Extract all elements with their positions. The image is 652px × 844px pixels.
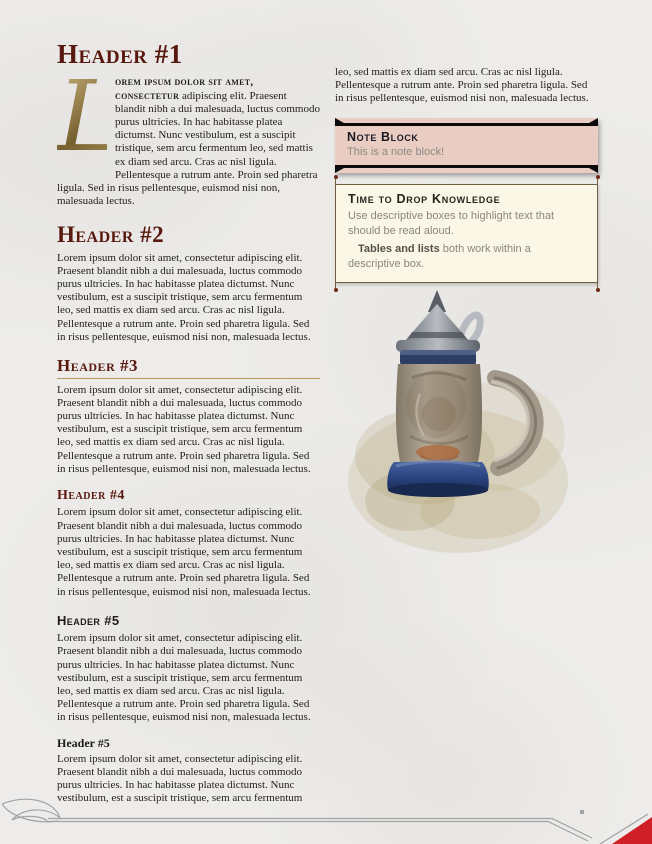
descriptive-box (335, 184, 598, 283)
corner-dot (334, 288, 338, 292)
note-body-text: This is a note block! (347, 145, 445, 158)
heading-5: Header #5 (57, 612, 120, 628)
beer-stein-image (340, 286, 602, 598)
beer-stein-illustration (340, 286, 602, 598)
descriptive-box-bold-text: Tables and lists (358, 242, 440, 255)
heading-1: Header #1 (57, 39, 183, 69)
descriptive-box-line: Use descriptive boxes to highlight text that should be read aloud. (348, 209, 555, 237)
stein-lid-band (408, 332, 466, 338)
paragraph: Lorem ipsum dolor sit amet, consectetur adipiscing elit. Praesent blandit nibh a dui malesuada, luctus commodo purus ultricies. In hac habitasse platea dictumst. Nunc vestibulum, est a suscipit tristique, sem arcu fermentum leo, sed mattis ex diam sed arcu. Cras ac nisl ligula. Pellentesque a rutrum ante. Proin sed pharetra ligula. Sed in risus pellentesque, euismod nisi non, malesuada lectus. (57, 383, 311, 475)
heading-5-bold: Header #5 (57, 735, 110, 750)
paragraph: Lorem ipsum dolor sit amet, consectetur adipiscing elit. Praesent blandit nibh a dui malesuada, luctus commodo purus ultricies. In hac habitasse platea dictumst. Nunc vestibulum, est a suscipit tristique, sem arcu fermentum leo, sed mattis ex diam sed arcu. Cras ac nisl ligula. Pellentesque a rutrum ante. Proin sed pharetra ligula. Sed in risus pellentesque, euismod nisi non, malesuada lectus. (57, 506, 311, 598)
paragraph: Lorem ipsum dolor sit amet, consectetur adipiscing elit. Praesent blandit nibh a dui malesuada, luctus commodo purus ultricies. In hac habitasse platea dictumst. Nunc vestibulum, est a suscipit tristique, sem arcu fermentum leo, sed mattis ex diam sed arcu. Cras ac nisl ligula. Pellentesque a rutrum ante. Proin sed pharetra ligula. Sed in risus pellentesque, euismod nisi non, malesuada lectus. (57, 251, 311, 343)
paragraph-text: adipiscing elit. Praesent blandit nibh a dui malesuada, luctus commodo purus ultricies. In hac habitasse platea dictumst. Nunc vestibulum, est a suscipit tristique, sem arcu fermentum leo, sed mattis ex diam sed arcu. Cras ac nisl ligula. Pellentesque a rutrum ante. Proin sed pharetra ligula. Sed in risus pellentesque, euismod nisi non, malesuada lectus. (57, 89, 320, 208)
descriptive-box-text: both work within a descriptive box. (348, 242, 531, 270)
note-block (335, 118, 598, 173)
right-column (335, 40, 598, 283)
footer-rule-bottom (48, 822, 588, 842)
heading-2: Header #2 (57, 222, 165, 248)
stein-base-bottom (388, 483, 488, 497)
corner-dot (596, 175, 600, 179)
note-title: Note Block (347, 129, 419, 144)
descriptive-box-title: Time to Drop Knowledge (348, 191, 501, 206)
stein-neck-highlight (400, 350, 476, 355)
note-bottom-border-ornament (335, 165, 598, 173)
paragraph-truncated: Lorem ipsum dolor sit amet, consectetur adipiscing elit. Praesent blandit nibh a dui malesuada, luctus commodo purus ultricies. In hac habitasse platea dictumst. Nunc vestibulum, est a suscipit tristique, sem arcu fermentum (57, 752, 303, 805)
heading-4: Header #4 (57, 488, 125, 504)
paragraph-continuation: leo, sed mattis ex diam sed arcu. Cras ac nisl ligula. Pellentesque a rutrum ante. Proin sed pharetra ligula. Sed in risus pellentesque, euismod nisi non, malesuada lectus. (335, 66, 589, 105)
paragraph: Lorem ipsum dolor sit amet, consectetur adipiscing elit. Praesent blandit nibh a dui malesuada, luctus commodo purus ultricies. In hac habitasse platea dictumst. Nunc vestibulum, est a suscipit tristique, sem arcu fermentum leo, sed mattis ex diam sed arcu. Cras ac nisl ligula. Pellentesque a rutrum ante. Proin sed pharetra ligula. Sed in risus pellentesque, euismod nisi non, malesuada lectus. (57, 632, 311, 724)
footer-square-dot (580, 810, 584, 814)
descriptive-box-line (348, 242, 585, 272)
corner-red-accent (612, 817, 652, 844)
lead-smallcaps-text: orem ipsum dolor sit amet, consectetur (115, 76, 254, 102)
paragraph-dropcap (57, 60, 320, 208)
corner-dot (334, 175, 338, 179)
note-top-border-ornament (335, 118, 598, 126)
footer-flourish (0, 794, 652, 844)
note-content (335, 126, 598, 165)
left-column (57, 40, 320, 805)
heading-3-underlined: Header #3 (57, 357, 320, 379)
drop-cap-letter: L (57, 60, 123, 175)
